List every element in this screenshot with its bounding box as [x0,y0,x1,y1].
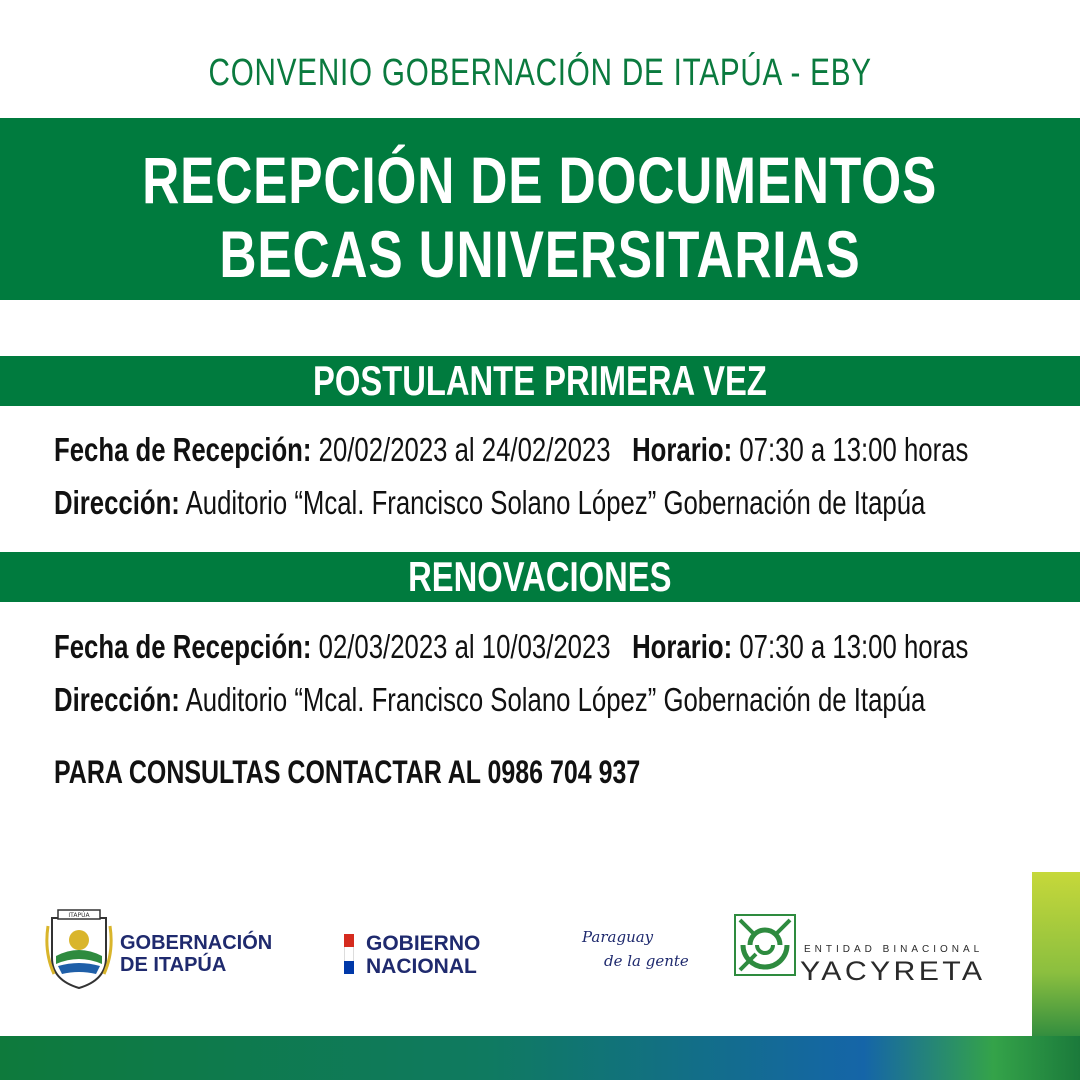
renewals-heading: RENOVACIONES [408,553,672,600]
title-line-2-text: BECAS UNIVERSITARIAS [219,217,861,291]
convenio-subtitle [0,52,1080,95]
paraguay-flag-icon [344,934,354,974]
itapua-crest-icon [44,908,114,990]
itapua-logo-line-2: DE ITAPÚA [120,954,227,976]
convenio-subtitle-text: CONVENIO GOBERNACIÓN DE ITAPÚA - EBY [208,52,872,94]
itapua-logo-text [120,932,272,976]
first-time-address-value: Auditorio “Mcal. Francisco Solano López” Gobernación de Itapúa [185,484,926,521]
yacyreta-emblem-icon [734,914,796,976]
renewals-date-value: 02/03/2023 al 10/03/2023 [318,628,611,665]
first-time-time-label: Horario: [632,431,733,468]
renewals-date-label: Fecha de Recepción: [54,628,312,665]
paraguay-de-la-gente-logo [578,928,698,988]
title-band [0,118,1080,300]
renewals-address-value: Auditorio “Mcal. Francisco Solano López” Gobernación de Itapúa [185,681,926,718]
title-line-1 [0,142,1080,218]
yacyreta-logo [734,914,1024,984]
gobierno-nacional-logo [344,932,514,980]
section-heading-first-time [0,356,1080,406]
paraguay-logo-line-1: Paraguay [582,928,654,946]
itapua-crest-label: ITAPÚA [68,912,90,919]
gobernacion-itapua-logo [44,908,284,992]
renewals-address-label: Dirección: [54,681,180,718]
contact-line [54,752,806,792]
title-line-2 [0,216,1080,292]
first-time-address-label: Dirección: [54,484,180,521]
first-time-heading: POSTULANTE PRIMERA VEZ [313,357,767,404]
gobierno-logo-text [366,932,480,978]
first-time-address-row [54,483,1080,523]
itapua-logo-line-1: GOBERNACIÓN [120,932,273,954]
contact-text: PARA CONSULTAS CONTACTAR AL 0986 704 937 [54,754,641,790]
renewals-date-row [54,627,1080,667]
first-time-time-value: 07:30 a 13:00 horas [739,431,969,468]
title-line-1-text: RECEPCIÓN DE DOCUMENTOS [142,143,938,217]
gobierno-logo-line-2: NACIONAL [366,955,477,978]
gobierno-logo-line-1: GOBIERNO [366,932,481,955]
first-time-date-row [54,430,1080,470]
paraguay-logo-line-2: de la gente [604,952,689,970]
renewals-address-row [54,680,1080,720]
renewals-time-value: 07:30 a 13:00 horas [739,628,969,665]
first-time-date-value: 20/02/2023 al 24/02/2023 [318,431,611,468]
section-heading-renewals [0,552,1080,602]
yacyreta-big-text: YACYRETA [800,956,986,986]
decorative-bottom-bar [0,1036,1080,1080]
first-time-date-label: Fecha de Recepción: [54,431,312,468]
decorative-right-strip [1032,872,1080,1040]
renewals-time-label: Horario: [632,628,733,665]
yacyreta-small-text: ENTIDAD BINACIONAL [804,944,984,955]
